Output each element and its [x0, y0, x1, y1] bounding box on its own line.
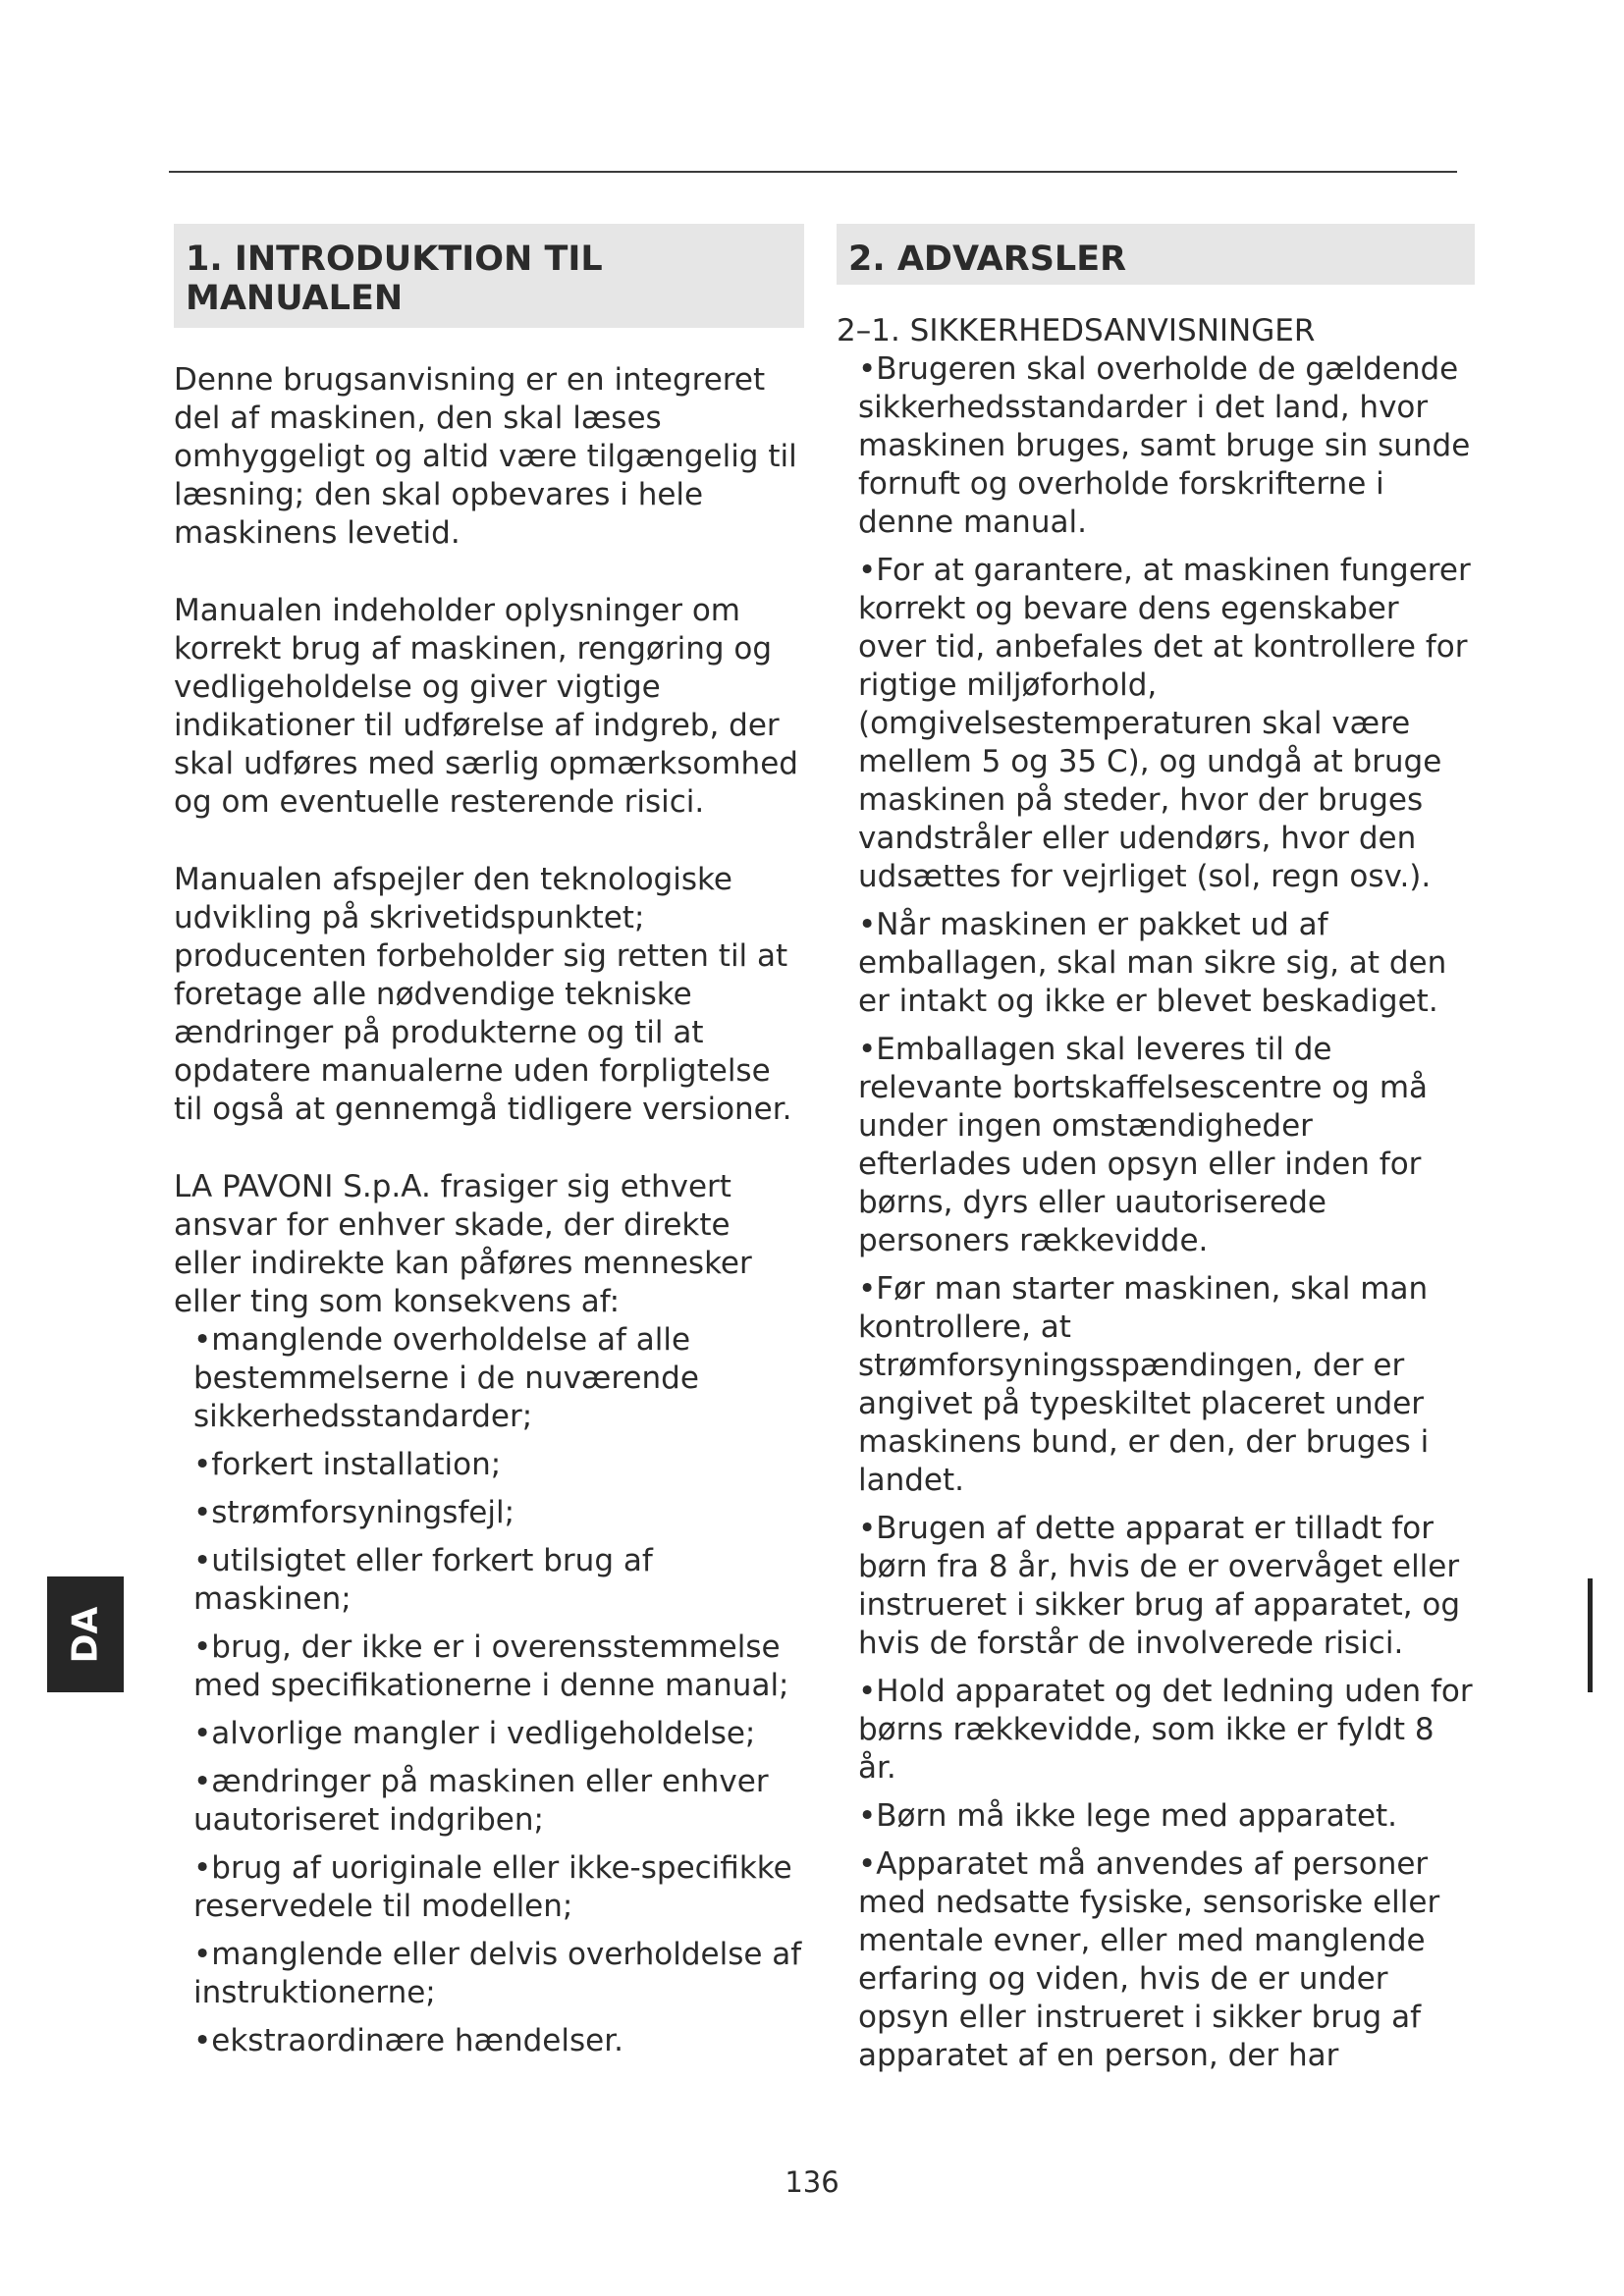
list-item: •strømforsyningsfejl;: [193, 1495, 515, 1530]
side-marker: [1588, 1578, 1593, 1692]
intro-paragraph: Manualen indeholder oplysninger om korrekt brug af maskinen, rengøring og vedligeholdelse og giver vigtige indikationer til udførelse af indgreb, der skal udføres med særlig opmærksomhed og om eventuelle resterende risici.: [174, 593, 798, 820]
list-item: •utilsigtet eller forkert brug af maskinen;: [193, 1543, 653, 1617]
list-item: •Før man starter maskinen, skal man kontrollere, at strømforsyningsspændingen, der er angivet på typeskiltet placeret under maskinens bund, er den, der bruges i landet.: [858, 1271, 1430, 1498]
list-item: •Når maskinen er pakket ud af emballagen, skal man sikre sig, at den er intakt og ikke er blevet beskadiget.: [858, 907, 1447, 1019]
intro-paragraph: Manualen afspejler den teknologiske udvikling på skrivetidspunktet; producenten forbeholder sig retten til at foretage alle nødvendige tekniske ændringer på produkterne og til at opdatere manualerne uden forpligtelse til også at gennemgå tidligere versioner.: [174, 862, 792, 1127]
list-item: •Emballagen skal leveres til de relevante bortskaffelsescentre og må under ingen omstændigheder efterlades uden opsyn eller inden for børns, dyrs eller uautoriserede personers rækkevidde.: [858, 1032, 1429, 1258]
list-item: •brug af uoriginale eller ikke-specifikke reservedele til modellen;: [193, 1850, 792, 1924]
list-item: •ændringer på maskinen eller enhver uautoriseret indgriben;: [193, 1764, 769, 1838]
list-item: •Hold apparatet og det ledning uden for børns rækkevidde, som ikke er fyldt 8 år.: [858, 1674, 1473, 1786]
intro-title: 1. INTRODUKTION TIL MANUALEN: [174, 224, 804, 328]
language-tab: [47, 1576, 124, 1692]
list-item: •Brugeren skal overholde de gældende sikkerhedsstandarder i det land, hvor maskinen bruges, samt bruge sin sunde fornuft og overholde forskrifterne i denne manual.: [858, 351, 1471, 540]
list-item: •manglende overholdelse af alle bestemmelserne i de nuværende sikkerhedsstandarder;: [193, 1322, 699, 1434]
safety-list: [858, 350, 1475, 2075]
list-item: •For at garantere, at maskinen fungerer korrekt og bevare dens egenskaber over tid, anbefales det at kontrollere for rigtige miljøforhold, (omgivelsestemperaturen skal være mellem 5 og 35 C), og undgå at bruge maskinen på steder, hvor der bruges vandstråler eller udendørs, hvor den udsættes for vejrliget (sol, regn osv.).: [858, 553, 1471, 894]
list-item: •ekstraordinære hændelser.: [193, 2023, 623, 2058]
intro-column: [174, 224, 804, 2070]
safety-subheading: 2–1. SIKKERHEDSANVISNINGER: [837, 313, 1316, 348]
language-code: DA: [65, 1606, 106, 1663]
list-item: •Apparatet må anvendes af personer med nedsatte fysiske, sensoriske eller mentale evner, eller med manglende erfaring og viden, hvis de er under opsyn eller instrueret i sikker brug af apparatet af en person, der har: [858, 1846, 1440, 2073]
list-item: •manglende eller delvis overholdelse af instruktionerne;: [193, 1937, 802, 2010]
liability-list: [193, 1321, 804, 2060]
intro-paragraph: LA PAVONI S.p.A. frasiger sig ethvert ansvar for enhver skade, der direkte eller indirekte kan påføres mennesker eller ting som konsekvens af:: [174, 1169, 752, 1319]
list-item: •forkert installation;: [193, 1447, 502, 1482]
intro-paragraph: Denne brugsanvisning er en integreret del af maskinen, den skal læses omhyggeligt og altid være tilgængelig til læsning; den skal opbevares i hele maskinens levetid.: [174, 362, 797, 551]
page-number: 136: [785, 2165, 839, 2199]
list-item: •alvorlige mangler i vedligeholdelse;: [193, 1716, 756, 1751]
warnings-column: [837, 224, 1475, 2085]
list-item: •Brugen af dette apparat er tilladt for børn fra 8 år, hvis de er overvåget eller instrueret i sikker brug af apparatet, og hvis de forstår de involverede risici.: [858, 1511, 1461, 1661]
warnings-title: 2. ADVARSLER: [837, 224, 1475, 285]
list-item: •brug, der ikke er i overensstemmelse med specifikationerne i denne manual;: [193, 1629, 789, 1703]
top-divider: [169, 171, 1457, 173]
list-item: •Børn må ikke lege med apparatet.: [858, 1798, 1398, 1834]
